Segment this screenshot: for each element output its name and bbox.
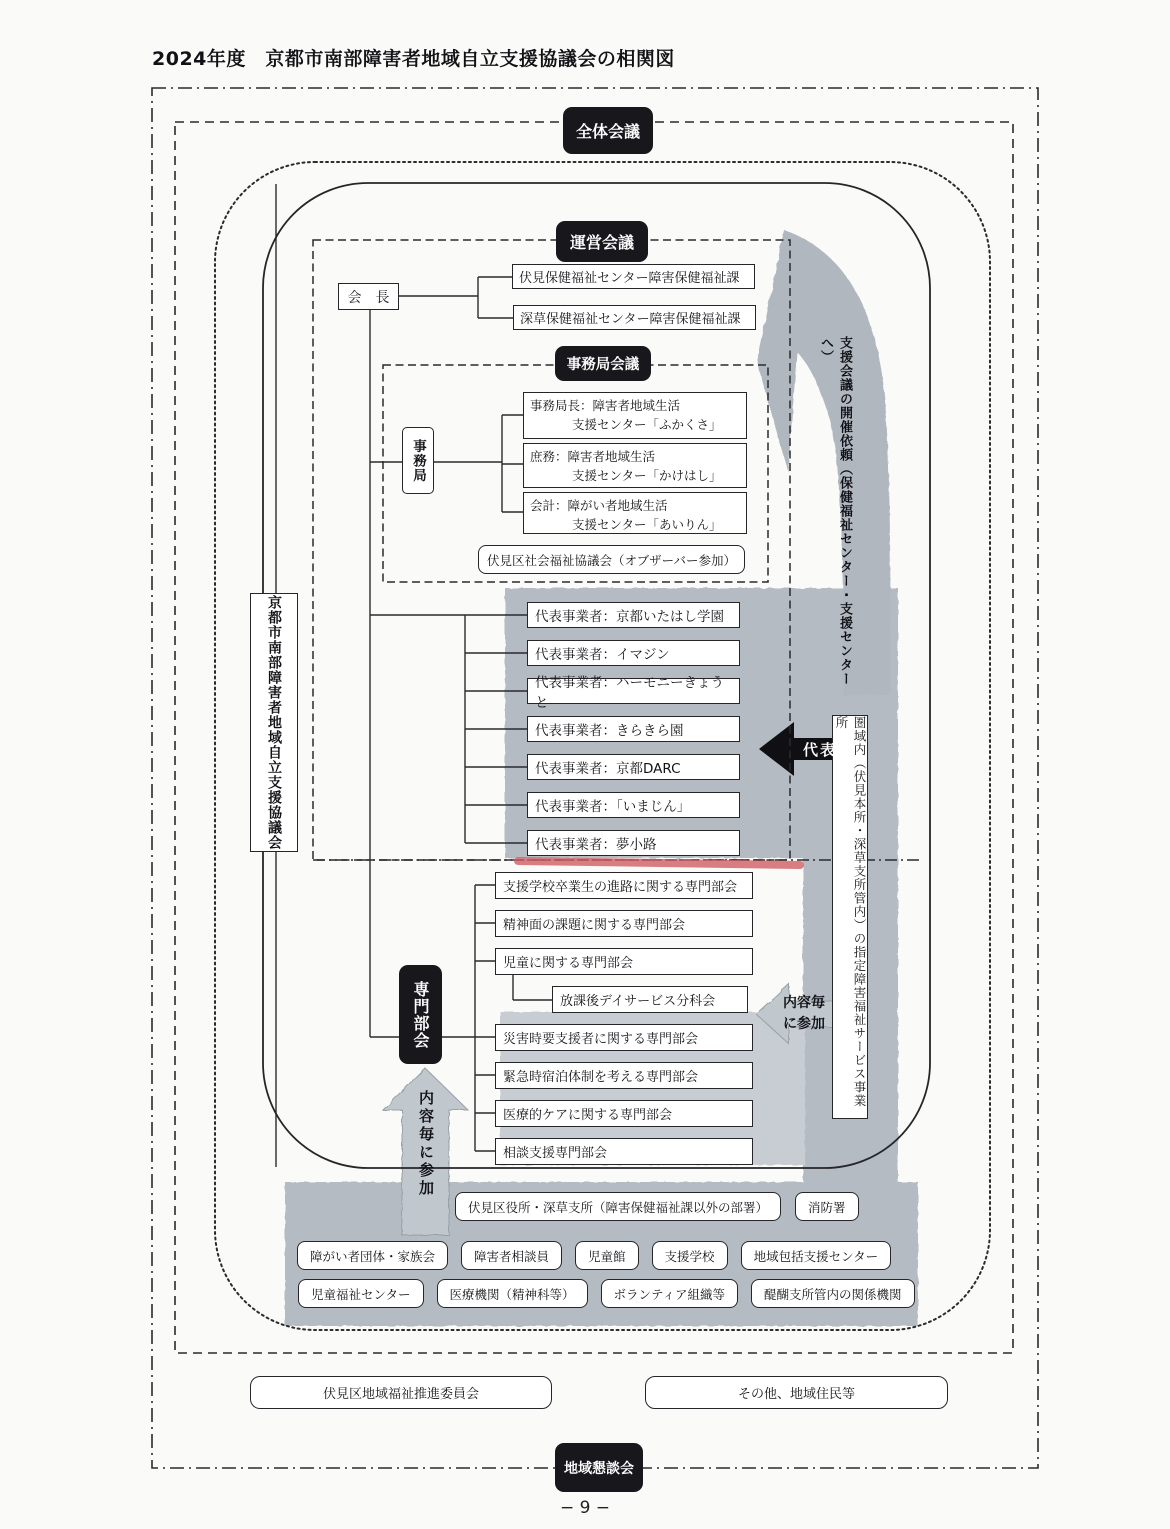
representative-box: 代表事業者：「いまじん」 [527,792,740,818]
participate-left-line1: 内容毎 [783,995,825,1011]
representative-box: 代表事業者：京都いたはし学園 [527,602,740,628]
fukakusa-health-center-box: 深草保健福祉センター障害保健福祉課 [513,305,756,330]
subcommittee-box: 緊急時宿泊体制を考える専門部会 [495,1062,753,1089]
red-highlight-underline [518,861,800,865]
community-box: 医療機関（精神科等） [437,1279,588,1308]
participate-left-line2: に参加 [783,1016,825,1032]
member-role-line: 会計：障がい者地域生活 [530,498,668,513]
jimukyoku-box: 事務局 [402,427,434,494]
community-box: 消防署 [795,1192,859,1221]
jimukyoku-member-box [523,492,747,534]
member-center-line: 支援センター「ふかくさ」 [572,417,722,433]
support-request-arrow-text: 支援会議の開催依頼（保健福祉センター・支援センターへ） [818,336,852,686]
subcommittee-box: 児童に関する専門部会 [495,948,753,975]
member-role-line: 事務局長：障害者地域生活 [530,398,681,413]
subcommittee-box: 相談支援専門部会 [495,1138,753,1165]
community-row-2 [297,1241,891,1270]
community-box: 支援学校 [652,1241,728,1270]
community-box: ボランティア組織等 [601,1279,739,1308]
subcommittee-box: 支援学校卒業生の進路に関する専門部会 [495,872,753,899]
member-role-line: 庶務：障害者地域生活 [530,449,656,464]
representative-box: 代表事業者：ハーモニーきょうと [527,678,740,704]
participate-left-arrow-text [776,993,832,1035]
subcommittee-box: 災害時要支援者に関する専門部会 [495,1024,753,1051]
jimukyoku-member-box [523,392,747,439]
subcommittee-box: 医療的ケアに関する専門部会 [495,1100,753,1127]
member-center-line: 支援センター「あいりん」 [572,517,722,533]
representatives-list [527,602,740,856]
community-box: 地域包括支援センター [741,1241,892,1270]
page-title: 2024年度 京都市南部障害者地域自立支援協議会の相関図 [152,48,675,70]
subcommittees-list [495,872,753,1165]
community-row-1 [455,1192,859,1221]
community-box: 伏見区役所・深草支所（障害保健福祉課以外の部署） [455,1192,781,1221]
fushimi-welfare-committee-box: 伏見区地域福祉推進委員会 [250,1376,552,1409]
representative-box: 代表事業者：イマジン [527,640,740,666]
jimukyoku-kaigi-label: 事務局会議 [555,346,651,381]
council-name-box: 京都市南部障害者地域自立支援協議会 [250,593,298,852]
fushimi-health-center-box: 伏見保健福祉センター障害保健福祉課 [512,264,755,289]
representative-box: 代表事業者：きらきら園 [527,716,740,742]
participate-up-arrow-text: 内容毎に参加 [417,1090,435,1198]
community-box: 醍醐支所管内の関係機関 [751,1279,915,1308]
community-box: 障害者相談員 [461,1241,562,1270]
page-number: − 9 − [559,1498,611,1518]
member-center-line: 支援センター「かけはし」 [572,468,722,484]
zentai-kaigi-label: 全体会議 [563,107,653,154]
service-providers-box: 圏域内（伏見本所・深草支所管内）の指定障害福祉サービス事業所 [832,715,868,1119]
representative-box: 代表事業者：夢小路 [527,830,740,856]
community-row-3 [298,1279,915,1308]
subcommittee-box: 放課後デイサービス分科会 [552,986,748,1013]
daihyo-arrow-text: 代表 [802,741,837,759]
senmon-bukai-label: 専門部会 [399,965,442,1064]
unei-kaigi-label: 運営会議 [556,221,648,262]
community-box: 障がい者団体・家族会 [297,1241,448,1270]
other-residents-box: その他、地域住民等 [645,1376,948,1409]
jimukyoku-members-list [523,392,747,534]
chiiki-kondankai-label: 地域懇談会 [555,1443,643,1492]
representative-box: 代表事業者：京都DARC [527,754,740,780]
chairman-box: 会 長 [338,283,399,310]
observer-box: 伏見区社会福祉協議会（オブザーバー参加） [478,545,745,574]
jimukyoku-member-box [523,443,747,488]
community-box: 児童館 [575,1241,639,1270]
subcommittee-box: 精神面の課題に関する専門部会 [495,910,753,937]
community-box: 児童福祉センター [298,1279,424,1308]
